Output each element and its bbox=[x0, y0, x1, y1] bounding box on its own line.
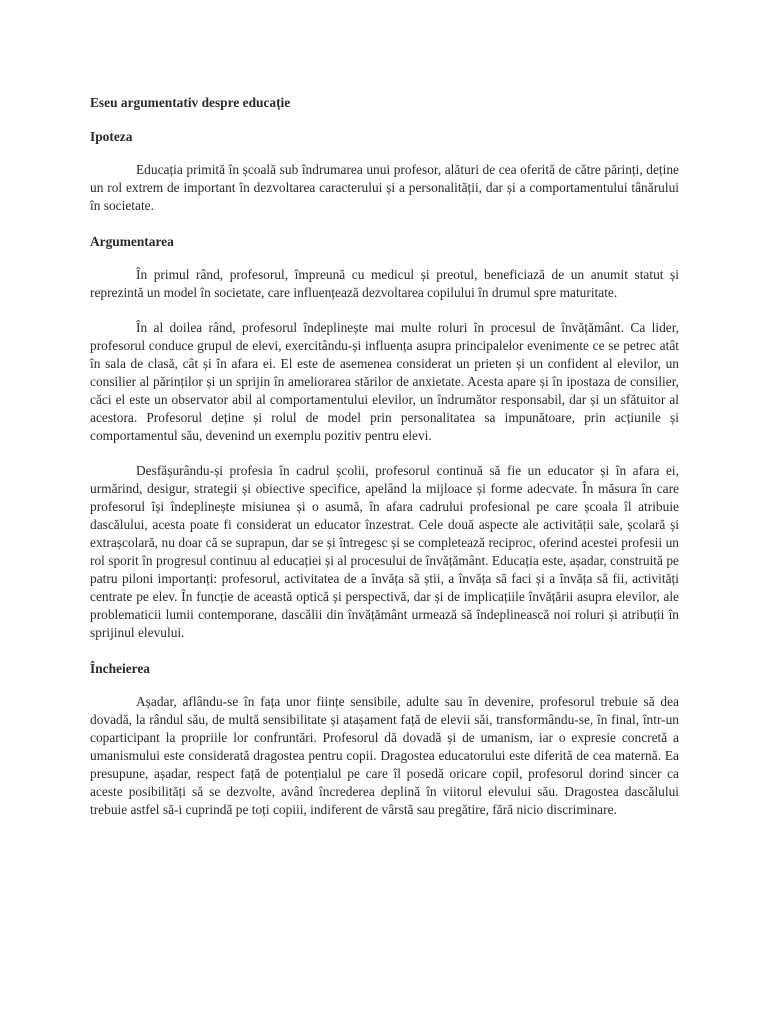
section-heading-argumentarea: Argumentarea bbox=[90, 234, 174, 249]
section-incheierea bbox=[90, 660, 679, 819]
paragraph: În primul rând, profesorul, împreună cu medicul și preotul, beneficiază de un anumit statut și reprezintă un model în societate, care influențează dezvoltarea copilului în drumul spre maturitate. bbox=[90, 267, 679, 300]
document-title: Eseu argumentativ despre educație bbox=[90, 95, 291, 110]
paragraph: Așadar, aflându-se în fața unor ființe sensibile, adulte sau în devenire, profesorul trebuie să dea dovadă, la rândul său, de multă sensibilitate și atașament față de elevii săi, transformându-se, în final, într-un coparticipant la propriile lor confruntări. Profesorul dă dovadă și de umanism, iar o expresie concretă a umanismului este considerată dragostea pentru copii. Dragostea educatorului este diferită de cea maternă. Ea presupune, așadar, respect față de potențialul pe care îl posedă oricare copil, profesorul dorind sincer ca aceste posibilități să se dezvolte, având încrederea deplină în viitorul elevului său. Dragostea dascălului trebuie astfel să-i cuprindă pe toți copiii, indiferent de vârstă sau pregătire, fără nicio discriminare. bbox=[90, 694, 679, 817]
document-page bbox=[90, 94, 679, 836]
section-argumentarea bbox=[90, 233, 679, 642]
section-heading-ipoteza: Ipoteza bbox=[90, 129, 133, 144]
paragraph: Educația primită în școală sub îndrumarea unui profesor, alături de cea oferită de către părinți, deține un rol extrem de important în dezvoltarea caracterului și a personalității, dar și a comportamentului tânărului în societate. bbox=[90, 162, 679, 213]
section-heading-incheierea: Încheierea bbox=[90, 661, 150, 676]
paragraph: Desfășurându-și profesia în cadrul școlii, profesorul continuă să fie un educator și în afara ei, urmărind, desigur, strategii și obiective specifice, apelând la mijloace și forme adecvate. În măsura în care profesorul își îndeplinește misiunea și o asumă, în afara cadrului profesional pe care școala îl atribuie dascălului, acesta poate fi considerat un educator înzestrat. Cele două aspecte ale activității sale, școlară și extrașcolară, nu doar că se suprapun, dar se și întregesc și se completează reciproc, oferind acestei profesii un rol sporit în progresul continuu al educației și al procesului de învățământ. Educația este, așadar, construită pe patru piloni importanți: profesorul, activitatea de a învăța să știi, a învăța să faci și a învăța să fii, activități centrate pe elev. În funcție de această optică și perspectivă, dar și de implicațiile învățării asupra elevilor, ale problematicii lumii contemporane, dascălii din învățământ urmează să îndeplinească noi roluri și atribuții în sprijinul elevului. bbox=[90, 463, 679, 640]
section-ipoteza bbox=[90, 128, 679, 215]
paragraph: În al doilea rând, profesorul îndeplinește mai multe roluri în procesul de învățământ. Ca lider, profesorul conduce grupul de elevi, exercitându-și influența asupra principalelor evenimente ce se petrec atât în sala de clasă, cât și în afara ei. El este de asemenea considerat un prieten și un confident al elevilor, un consilier al părinților și un sprijin în ameliorarea stărilor de anxietate. Acesta apare și în ipostaza de consilier, căci el este un observator abil al comportamentului elevilor, un îndrumător responsabil, dar și un sfătuitor al acestora. Profesorul deține și rolul de model prin personalitatea sa impunătoare, prin acțiunile și comportamentul său, devenind un exemplu pozitiv pentru elevi. bbox=[90, 320, 679, 443]
